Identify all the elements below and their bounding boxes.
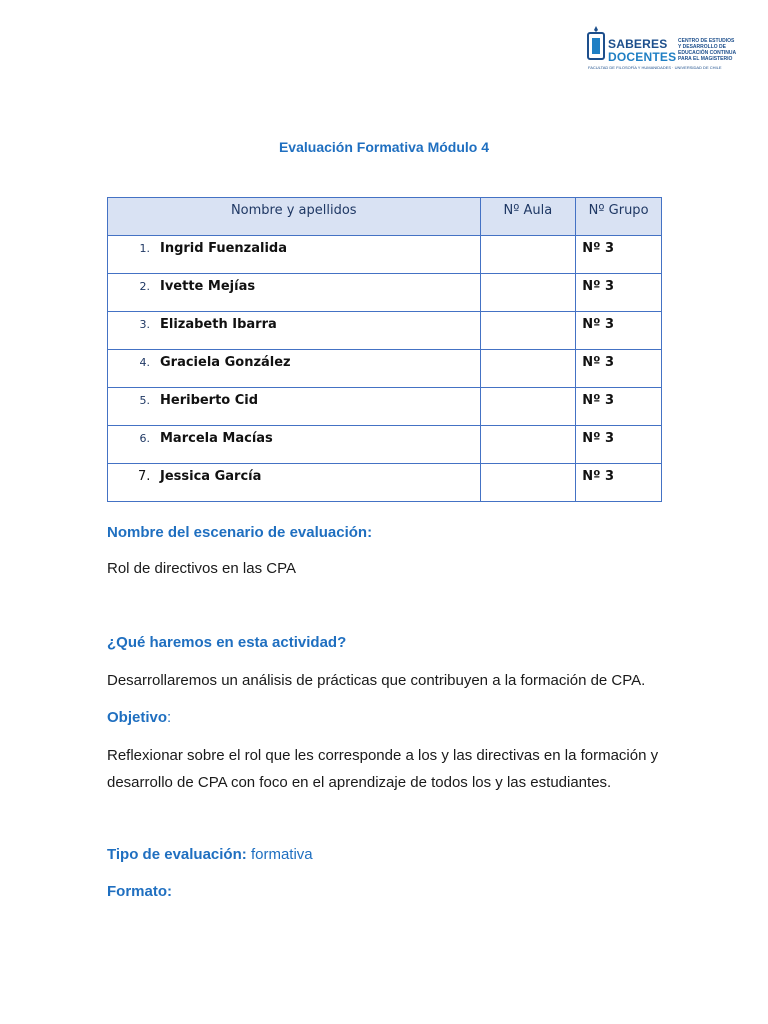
participant-name: Ingrid Fuenzalida [160, 241, 287, 256]
aula-cell [480, 426, 576, 464]
name-cell [108, 388, 481, 426]
row-number: 4. [139, 356, 150, 369]
aula-cell [480, 464, 576, 502]
objective-text: Reflexionar sobre el rol que les corresponde a los y las directivas en la formación y desarrollo de CPA con foco en el aprendizaje de todos los y las estudiantes. [107, 747, 659, 791]
objective-heading-line [107, 704, 171, 731]
grupo-value: Nº 3 [582, 393, 614, 408]
grupo-cell [576, 426, 662, 464]
scenario-text: Rol de directivos en las CPA [107, 560, 296, 577]
type-value: formativa [250, 846, 313, 863]
objective-colon: : [167, 709, 172, 726]
document-title: Evaluación Formativa Módulo 4 [278, 139, 490, 155]
row-number: 6. [139, 432, 150, 445]
logo-tagline-3: EDUCACIÓN CONTINUA [678, 50, 737, 56]
name-cell [108, 464, 481, 502]
participant-name: Graciela González [160, 355, 291, 370]
logo-tagline-2: Y DESARROLLO DE [678, 44, 726, 50]
grupo-cell [576, 274, 662, 312]
grupo-value: Nº 3 [582, 279, 614, 294]
type-line [107, 841, 313, 868]
logo-word-docentes: DOCENTES [608, 50, 677, 64]
activity-heading: ¿Qué haremos en esta actividad? [107, 634, 347, 651]
objective-heading: Objetivo [107, 709, 168, 726]
logo-word-saberes: SABERES [608, 37, 668, 51]
row-number: 1. [139, 242, 150, 255]
grupo-value: Nº 3 [582, 469, 614, 484]
table-header-row [108, 198, 662, 236]
name-cell [108, 274, 481, 312]
logo-footer: FACULTAD DE FILOSOFÍA Y HUMANIDADES · UNIVERSIDAD DE CHILE [588, 65, 722, 70]
scenario-heading: Nombre del escenario de evaluación: [107, 524, 373, 541]
header-grupo: Nº Grupo [576, 198, 662, 236]
grupo-value: Nº 3 [582, 431, 614, 446]
table-row [108, 312, 662, 350]
participant-name: Jessica García [160, 469, 262, 484]
aula-cell [480, 350, 576, 388]
participants-table [107, 197, 662, 502]
participant-name: Marcela Macías [160, 431, 273, 446]
grupo-cell [576, 350, 662, 388]
row-number: 7. [138, 469, 151, 484]
row-number: 3. [139, 318, 150, 331]
grupo-cell [576, 236, 662, 274]
grupo-cell [576, 464, 662, 502]
participant-name: Ivette Mejías [160, 279, 256, 294]
grupo-value: Nº 3 [582, 241, 614, 256]
type-heading: Tipo de evaluación: [107, 846, 247, 863]
name-cell [108, 426, 481, 464]
logo-tagline-1: CENTRO DE ESTUDIOS [678, 38, 735, 44]
participant-name: Heriberto Cid [160, 393, 259, 408]
aula-cell [480, 312, 576, 350]
shield-emblem-icon [586, 26, 606, 66]
row-number: 2. [139, 280, 150, 293]
aula-cell [480, 388, 576, 426]
header-aula: Nº Aula [480, 198, 576, 236]
aula-cell [480, 274, 576, 312]
participant-name: Elizabeth Ibarra [160, 317, 277, 332]
name-cell [108, 350, 481, 388]
grupo-value: Nº 3 [582, 317, 614, 332]
table-row [108, 236, 662, 274]
grupo-cell [576, 312, 662, 350]
format-heading: Formato: [107, 883, 172, 900]
header-name: Nombre y apellidos [108, 198, 481, 236]
name-cell [108, 312, 481, 350]
table-row [108, 274, 662, 312]
grupo-cell [576, 388, 662, 426]
saberes-docentes-logo [586, 24, 748, 72]
table-row [108, 388, 662, 426]
table-row [108, 350, 662, 388]
name-cell [108, 236, 481, 274]
activity-text: Desarrollaremos un análisis de prácticas que contribuyen a la formación de CPA. [107, 672, 646, 689]
grupo-value: Nº 3 [582, 355, 614, 370]
table-row [108, 464, 662, 502]
logo-tagline-4: PARA EL MAGISTERIO [678, 56, 733, 62]
table-row [108, 426, 662, 464]
aula-cell [480, 236, 576, 274]
row-number: 5. [139, 394, 150, 407]
